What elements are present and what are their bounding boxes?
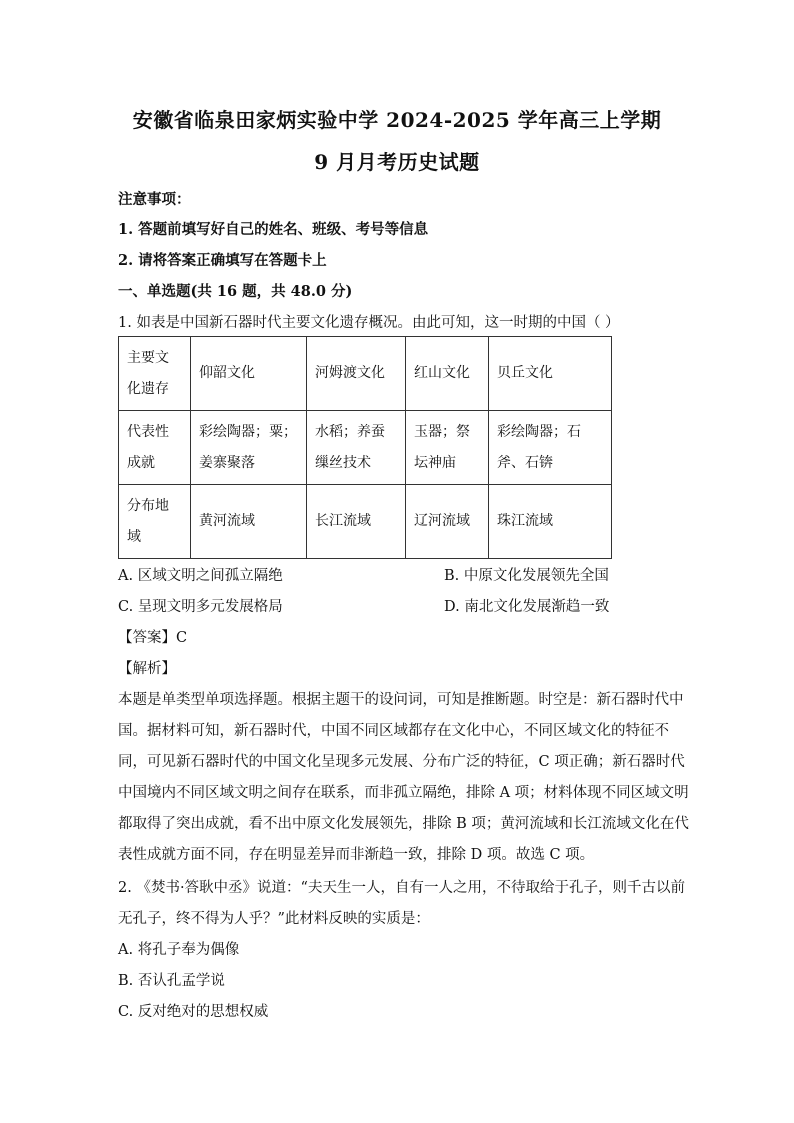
- q1-analysis-line: 本题是单类型单项选择题。根据主题干的设问词，可知是推断题。时空是：新石器时代中: [118, 692, 684, 708]
- table-row: [119, 411, 612, 485]
- notice-heading: 注意事项：: [118, 191, 191, 208]
- question-1-stem: 1. 如表是中国新石器时代主要文化遗存概况。由此可知，这一时期的中国（ ）: [118, 315, 620, 331]
- q1-option-d: D. 南北文化发展渐趋一致: [444, 599, 610, 615]
- table-cell: 彩绘陶器；石斧、石锛: [489, 411, 612, 485]
- q1-analysis-line: 同，可见新石器时代的中国文化呈现多元发展、分布广泛的特征，C 项正确；新石器时代: [118, 754, 685, 770]
- table-cell: 辽河流域: [406, 485, 489, 559]
- q1-analysis-line: 都取得了突出成就，看不出中原文化发展领先，排除 B 项；黄河流域和长江流域文化在代: [118, 816, 689, 832]
- table-cell: 河姆渡文化: [307, 337, 406, 411]
- table-cell: 分布地域: [119, 485, 191, 559]
- table-cell: 主要文化遗存: [119, 337, 191, 411]
- q1-option-a: A. 区域文明之间孤立隔绝: [118, 568, 283, 584]
- question-2-stem-line: 无孔子，终不得为人乎？”此材料反映的实质是：: [118, 911, 430, 927]
- culture-table: [118, 336, 612, 559]
- question-2-stem-line: 2. 《焚书·答耿中丞》说道：“夫天生一人，自有一人之用，不待取给于孔子，则千古以前: [118, 880, 685, 896]
- table-cell: 黄河流域: [191, 485, 307, 559]
- q2-option-c: C. 反对绝对的思想权威: [118, 1004, 269, 1020]
- q2-option-a: A. 将孔子奉为偶像: [118, 942, 240, 958]
- table-cell: 红山文化: [406, 337, 489, 411]
- q1-analysis-line: 国。据材料可知，新石器时代，中国不同区域都存在文化中心，不同区域文化的特征不: [118, 723, 669, 739]
- q1-analysis-line: 表性成就方面不同，存在明显差异而非渐趋一致，排除 D 项。故选 C 项。: [118, 847, 595, 863]
- section-heading: 一、单选题(共 16 题，共 48.0 分): [118, 283, 353, 300]
- q1-option-c: C. 呈现文明多元发展格局: [118, 599, 283, 615]
- notice-item-1: 1. 答题前填写好自己的姓名、班级、考号等信息: [118, 221, 429, 238]
- table-cell: 珠江流域: [489, 485, 612, 559]
- table-cell: 长江流域: [307, 485, 406, 559]
- table-row: [119, 485, 612, 559]
- table-cell: 玉器；祭坛神庙: [406, 411, 489, 485]
- table-cell: 仰韶文化: [191, 337, 307, 411]
- q1-option-b: B. 中原文化发展领先全国: [444, 568, 609, 584]
- q1-analysis-heading: 【解析】: [118, 661, 176, 677]
- q1-analysis-line: 中国境内不同区域文明之间存在联系，而非孤立隔绝，排除 A 项；材料体现不同区域文明: [118, 785, 689, 801]
- table-cell: 代表性成就: [119, 411, 191, 485]
- q1-answer: 【答案】C: [118, 630, 188, 646]
- exam-title-line1: 安徽省临泉田家炳实验中学 2024-2025 学年高三上学期: [132, 108, 662, 132]
- table-cell: 彩绘陶器；粟；姜寨聚落: [191, 411, 307, 485]
- exam-title-line2: 9 月月考历史试题: [314, 150, 480, 174]
- table-cell: 贝丘文化: [489, 337, 612, 411]
- table-row: [119, 337, 612, 411]
- q2-option-b: B. 否认孔孟学说: [118, 973, 225, 989]
- table-cell: 水稻；养蚕缫丝技术: [307, 411, 406, 485]
- notice-item-2: 2. 请将答案正确填写在答题卡上: [118, 252, 327, 269]
